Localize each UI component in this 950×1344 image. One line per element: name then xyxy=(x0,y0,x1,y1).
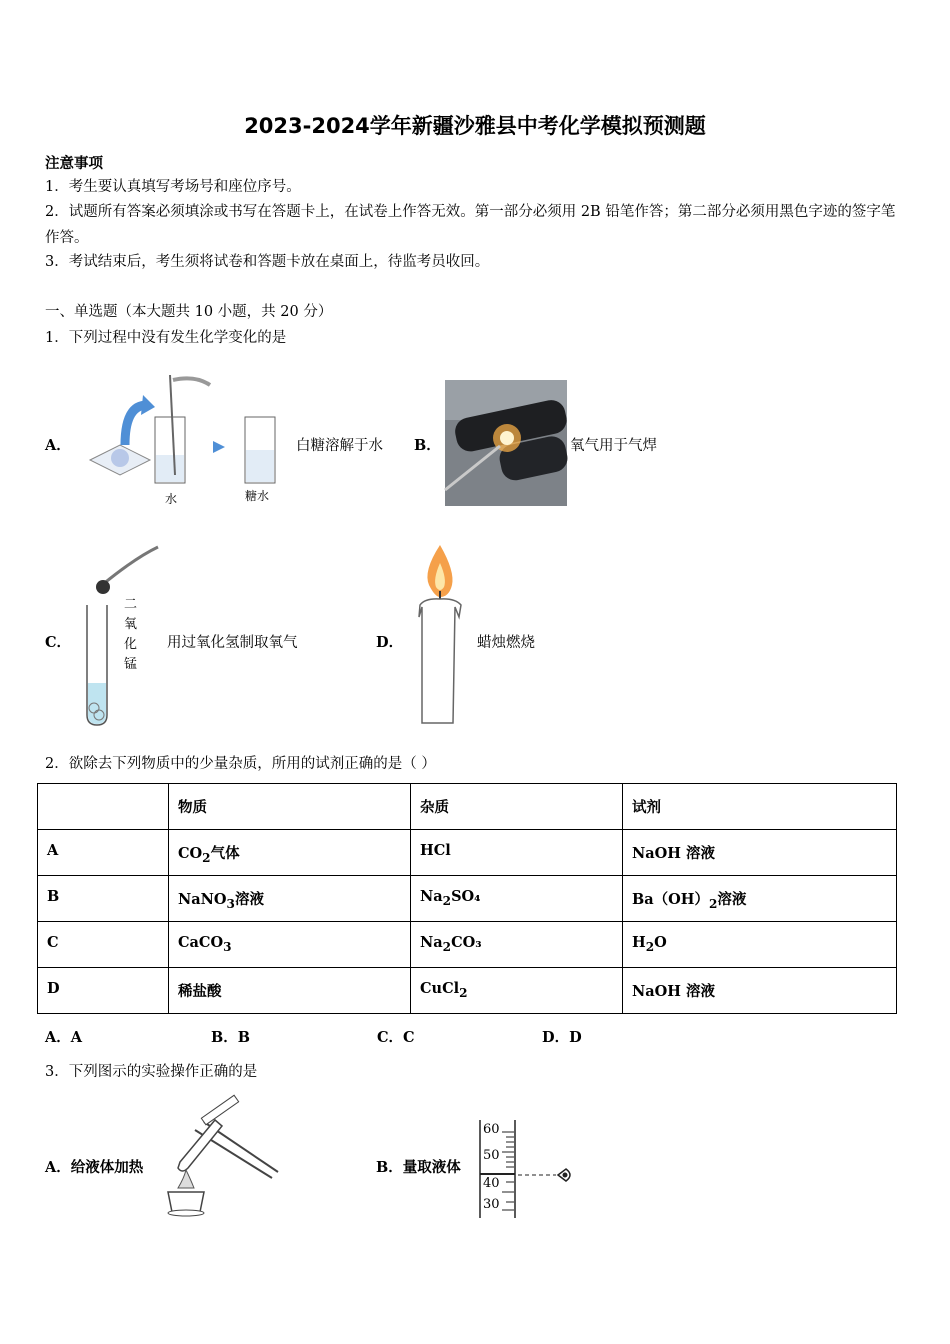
sugar-dissolve-figure xyxy=(85,355,285,505)
catalyst-label: 二氧化锰 xyxy=(124,597,138,672)
substance-cell: CaCO$_3$ xyxy=(169,922,411,968)
q2-option-b: B．B xyxy=(211,1029,251,1046)
substance-cell: $CO_2$气体 xyxy=(169,830,411,876)
row-option: D xyxy=(38,968,169,1014)
table-row xyxy=(38,876,897,922)
reagent-cell: $H_2O$ xyxy=(623,922,897,968)
water-label: 水 xyxy=(165,492,178,506)
notice-item-1: 1．考生要认真填写考场号和座位序号。 xyxy=(45,179,301,195)
scale-label: 50 xyxy=(483,1148,500,1163)
q1-option-d-label: D． xyxy=(376,634,404,651)
q1-option-b-label: B． xyxy=(414,437,441,454)
table-header: 物质 xyxy=(169,784,411,830)
section-heading: 一、单选题（本大题共 10 小题，共 20 分） xyxy=(45,304,333,320)
q3-option-a: A．给液体加热 xyxy=(45,1159,144,1176)
scale-label: 40 xyxy=(483,1176,500,1191)
scale-label: 30 xyxy=(483,1197,500,1212)
q2-option-d: D．D xyxy=(542,1029,582,1046)
impurity-cell: $Na_2CO_3$ xyxy=(411,922,623,968)
reagent-cell: NaOH 溶液 xyxy=(623,830,897,876)
q1-option-c-label: C． xyxy=(45,634,72,651)
table-header: 杂质 xyxy=(411,784,623,830)
q3-option-b: B．量取液体 xyxy=(376,1159,461,1176)
row-option: C xyxy=(38,922,169,968)
gas-welding-photo xyxy=(445,380,567,506)
question-2-stem: 2．欲除去下列物质中的少量杂质，所用的试剂正确的是（ ） xyxy=(45,756,436,772)
notice-item-3: 3．考试结束后，考生须将试卷和答题卡放在桌面上，待监考员收回。 xyxy=(45,254,490,270)
graduated-cylinder xyxy=(478,1120,518,1220)
q1-option-d-text: 蜡烛燃烧 xyxy=(477,635,535,651)
substance-cell: 稀盐酸 xyxy=(169,968,411,1014)
question-3-stem: 3．下列图示的实验操作正确的是 xyxy=(45,1064,258,1080)
page-title: 2023-2024学年新疆沙雅县中考化学模拟预测题 xyxy=(244,114,706,138)
sugar-water-label: 糖水 xyxy=(245,489,270,503)
q1-option-a-text: 白糖溶解于水 xyxy=(296,438,383,454)
q1-option-b-text: 氧气用于气焊 xyxy=(570,438,657,454)
table-header: 试剂 xyxy=(623,784,897,830)
q1-option-a-label: A． xyxy=(45,437,71,454)
question-1-stem: 1．下列过程中没有发生化学变化的是 xyxy=(45,330,287,346)
row-option: B xyxy=(38,876,169,922)
row-option: A xyxy=(38,830,169,876)
liquid-heating-figure xyxy=(160,1100,280,1220)
table-header xyxy=(38,784,169,830)
impurity-cell: $Na_2SO_4$ xyxy=(411,876,623,922)
notice-heading: 注意事项 xyxy=(45,155,103,172)
reagent-cell: $Ba(OH)_2$溶液 xyxy=(623,876,897,922)
table-row xyxy=(38,922,897,968)
substance-cell: NaNO$_3$溶液 xyxy=(169,876,411,922)
scale-label: 60 xyxy=(483,1122,500,1137)
q2-option-c: C．C xyxy=(377,1029,415,1046)
table-header-row xyxy=(38,784,897,830)
table-row xyxy=(38,830,897,876)
reagent-table xyxy=(37,783,897,1014)
reagent-cell: NaOH 溶液 xyxy=(623,968,897,1014)
impurity-cell: HCl xyxy=(411,830,623,876)
impurity-cell: CuCl$_2$ xyxy=(411,968,623,1014)
q1-option-c-text: 用过氧化氢制取氧气 xyxy=(167,635,298,651)
notice-item-2: 2．试题所有答案必须填涂或书写在答题卡上，在试卷上作答无效。第一部分必须用 2B 铅笔作答；第二部分必须用黑色字迹的签字笔作答。 xyxy=(45,204,896,246)
q2-option-a: A．A xyxy=(45,1029,83,1046)
table-row xyxy=(38,968,897,1014)
candle-figure xyxy=(415,543,465,725)
